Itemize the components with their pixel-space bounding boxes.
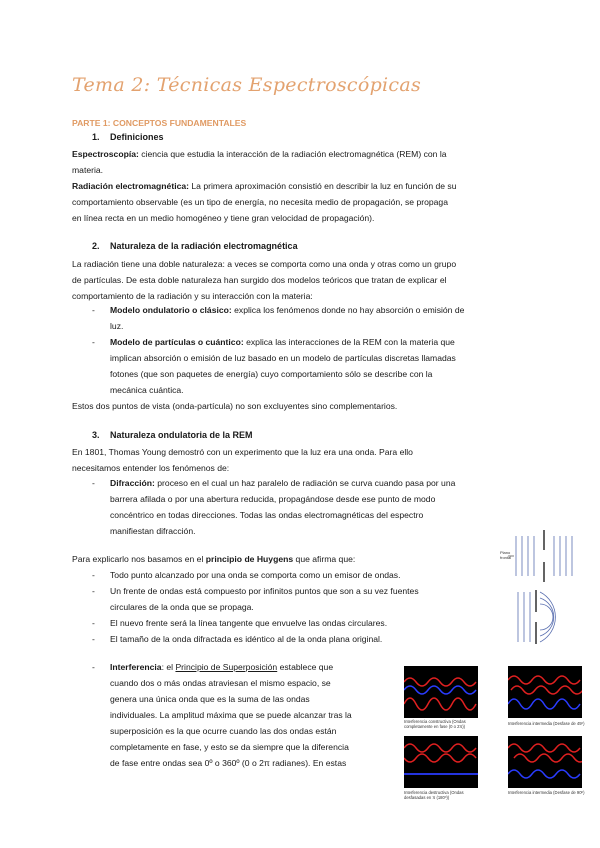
- diffraction-figure: [498, 528, 584, 646]
- espectroscopia-definition: Espectroscopía: ciencia que estudia la interacción de la radiación electromagnética (REM) con la materia.: [72, 149, 447, 175]
- huygens-point-4: El tamaño de la onda difractada es idéntico al de la onda plana original.: [110, 634, 383, 644]
- bullet-dash: -: [92, 478, 95, 488]
- difraccion-item: Difracción: proceso en el cual un haz paralelo de radiación se curva cuando pasa por una barrera afilada o por una abertura reducida, propagándose desde ese punto de modo concéntrico en todas direcciones. Todas las ondas electromagnéticas del espectro manifiestan difracción.: [110, 478, 456, 536]
- interference-destructive-figure: [404, 736, 478, 788]
- section-3-paragraph: En 1801, Thomas Young demostró con un experimento que la luz era una onda. Para ello necesitamos entender los fenómenos de:: [72, 447, 413, 473]
- bullet-dash: -: [92, 305, 95, 315]
- page-title: Tema 2: Técnicas Espectroscópicas: [72, 74, 422, 96]
- bullet-dash: -: [92, 618, 95, 628]
- section-2-conclusion: Estos dos puntos de vista (onda-partícula) no son excluyentes sino complementarios.: [72, 401, 398, 411]
- bullet-dash: -: [92, 337, 95, 347]
- interference-constructive-figure: [404, 666, 478, 718]
- bullet-dash: -: [92, 634, 95, 644]
- modelo-cuantico-item: Modelo de partículas o cuántico: explica las interacciones de la REM con la materia que implican absorción o emisión de luz basado en un modelo de partículas discretas llamadas fotones (que son paquetes de energía) cuyo comportamiento sólo se describe con la mecánica cuántica.: [110, 337, 456, 395]
- bullet-dash: -: [92, 662, 95, 672]
- caption-constructive: Interferencia constructiva (Ondas completamente en fase (0 o 2π)): [404, 719, 466, 729]
- interference-45-figure: [508, 666, 582, 718]
- part-heading: PARTE 1: CONCEPTOS FUNDAMENTALES: [72, 118, 247, 128]
- huygens-intro: Para explicarlo nos basamos en el principio de Huygens que afirma que:: [72, 554, 356, 564]
- diffraction-label: frontal: [500, 555, 512, 560]
- caption-45: Interferencia intermedia (Desfase de 45º): [508, 721, 585, 726]
- interferencia-item: Interferencia: el Principio de Superposición establece que cuando dos o más ondas atraviesan el mismo espacio, se genera una única onda que es la suma de las ondas individuales. La amplitud máxima que se puede alcanzar tras la superposición es la que ocurre cuando las dos ondas están completamente en fase, y esto se da siempre que la diferencia de fase entre ondas sea 0º o 360º (0 o 2π radianes). En estas: [110, 662, 352, 768]
- huygens-point-1: Todo punto alcanzado por una onda se comporta como un emisor de ondas.: [110, 570, 401, 580]
- caption-destructive: Interferencia destructiva (Ondas desfasadas en π (180º)): [404, 790, 464, 800]
- diffraction-label: Plano: [500, 550, 511, 555]
- section-2-heading: 2. Naturaleza de la radiación electromagnética: [92, 241, 298, 251]
- section-3-heading: 3. Naturaleza ondulatoria de la REM: [92, 430, 253, 440]
- section-1-heading: 1. Definiciones: [92, 132, 164, 142]
- modelo-ondulatorio-item: Modelo ondulatorio o clásico: explica los fenómenos donde no hay absorción o emisión de luz.: [110, 305, 465, 331]
- bullet-dash: -: [92, 570, 95, 580]
- huygens-point-2: Un frente de ondas está compuesto por infinitos puntos que son a su vez fuentes circulares de la onda que se propaga.: [110, 586, 419, 612]
- bullet-dash: -: [92, 586, 95, 596]
- huygens-point-3: El nuevo frente será la línea tangente que envuelve las ondas circulares.: [110, 618, 388, 628]
- radiacion-definition: Radiación electromagnética: La primera aproximación consistió en describir la luz en función de su comportamiento observable (es un tipo de energía, no necesita medio de propagación, se propaga en línea recta en un medio homogéneo y tiene gran velocidad de propagación).: [72, 181, 457, 223]
- section-2-paragraph: La radiación tiene una doble naturaleza: a veces se comporta como una onda y otras como un grupo de partículas. De esta doble naturaleza han surgido dos modelos teóricos que tratan de explicar el comportamiento de la radiación y su interacción con la materia:: [72, 259, 457, 301]
- interference-90-figure: [508, 736, 582, 788]
- caption-90: Interferencia intermedia (Desfase de 90º): [508, 790, 585, 795]
